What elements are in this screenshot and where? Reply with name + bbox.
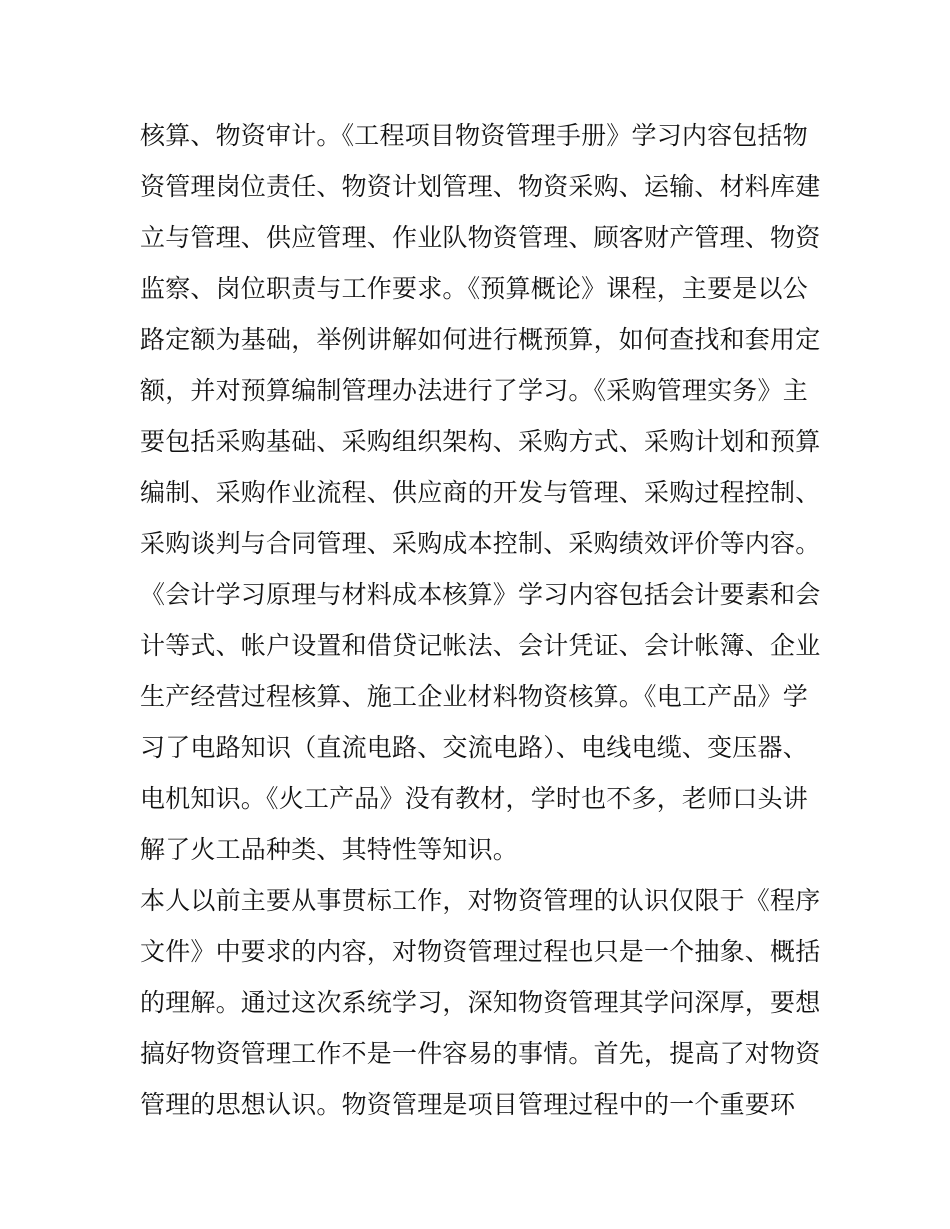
text-line: 文件》中要求的内容，对物资管理过程也只是一个抽象、概括: [140, 937, 821, 966]
text-line: 核算、物资审计。《工程项目物资管理手册》学习内容包括物: [140, 121, 808, 150]
text-line: 要包括采购基础、采购组织架构、采购方式、采购计划和预算: [140, 427, 821, 456]
text-line: 监察、岗位职责与工作要求。《预算概论》课程，主要是以公: [140, 274, 808, 303]
text-line: 习了电路知识（直流电路、交流电路）、电线电缆、变压器、: [140, 733, 808, 762]
text-line: 立与管理、供应管理、作业队物资管理、顾客财产管理、物资: [140, 223, 821, 252]
text-line: 计等式、帐户设置和借贷记帐法、会计凭证、会计帐簿、企业: [140, 631, 821, 660]
text-line: 生产经营过程核算、施工企业材料物资核算。《电工产品》学: [140, 682, 808, 711]
text-line: 《会计学习原理与材料成本核算》学习内容包括会计要素和会: [140, 580, 821, 609]
text-line: 搞好物资管理工作不是一件容易的事情。首先，提高了对物资: [140, 1039, 821, 1068]
text-line: 本人以前主要从事贯标工作，对物资管理的认识仅限于《程序: [140, 886, 821, 915]
text-line: 路定额为基础，举例讲解如何进行概预算，如何查找和套用定: [140, 325, 821, 354]
body-text: [140, 110, 820, 1130]
text-line: 资管理岗位责任、物资计划管理、物资采购、运输、材料库建: [140, 172, 821, 201]
text-line: 电机知识。《火工产品》没有教材，学时也不多，老师口头讲: [140, 784, 808, 813]
text-line: 采购谈判与合同管理、采购成本控制、采购绩效评价等内容。: [140, 529, 821, 558]
text-line: 额，并对预算编制管理办法进行了学习。《采购管理实务》主: [140, 376, 808, 405]
text-line: 解了火工品种类、其特性等知识。: [140, 835, 519, 864]
text-line: 管理的思想认识。物资管理是项目管理过程中的一个重要环: [140, 1090, 796, 1119]
text-line: 的理解。通过这次系统学习，深知物资管理其学问深厚，要想: [140, 988, 821, 1017]
text-line: 编制、采购作业流程、供应商的开发与管理、采购过程控制、: [140, 478, 821, 507]
